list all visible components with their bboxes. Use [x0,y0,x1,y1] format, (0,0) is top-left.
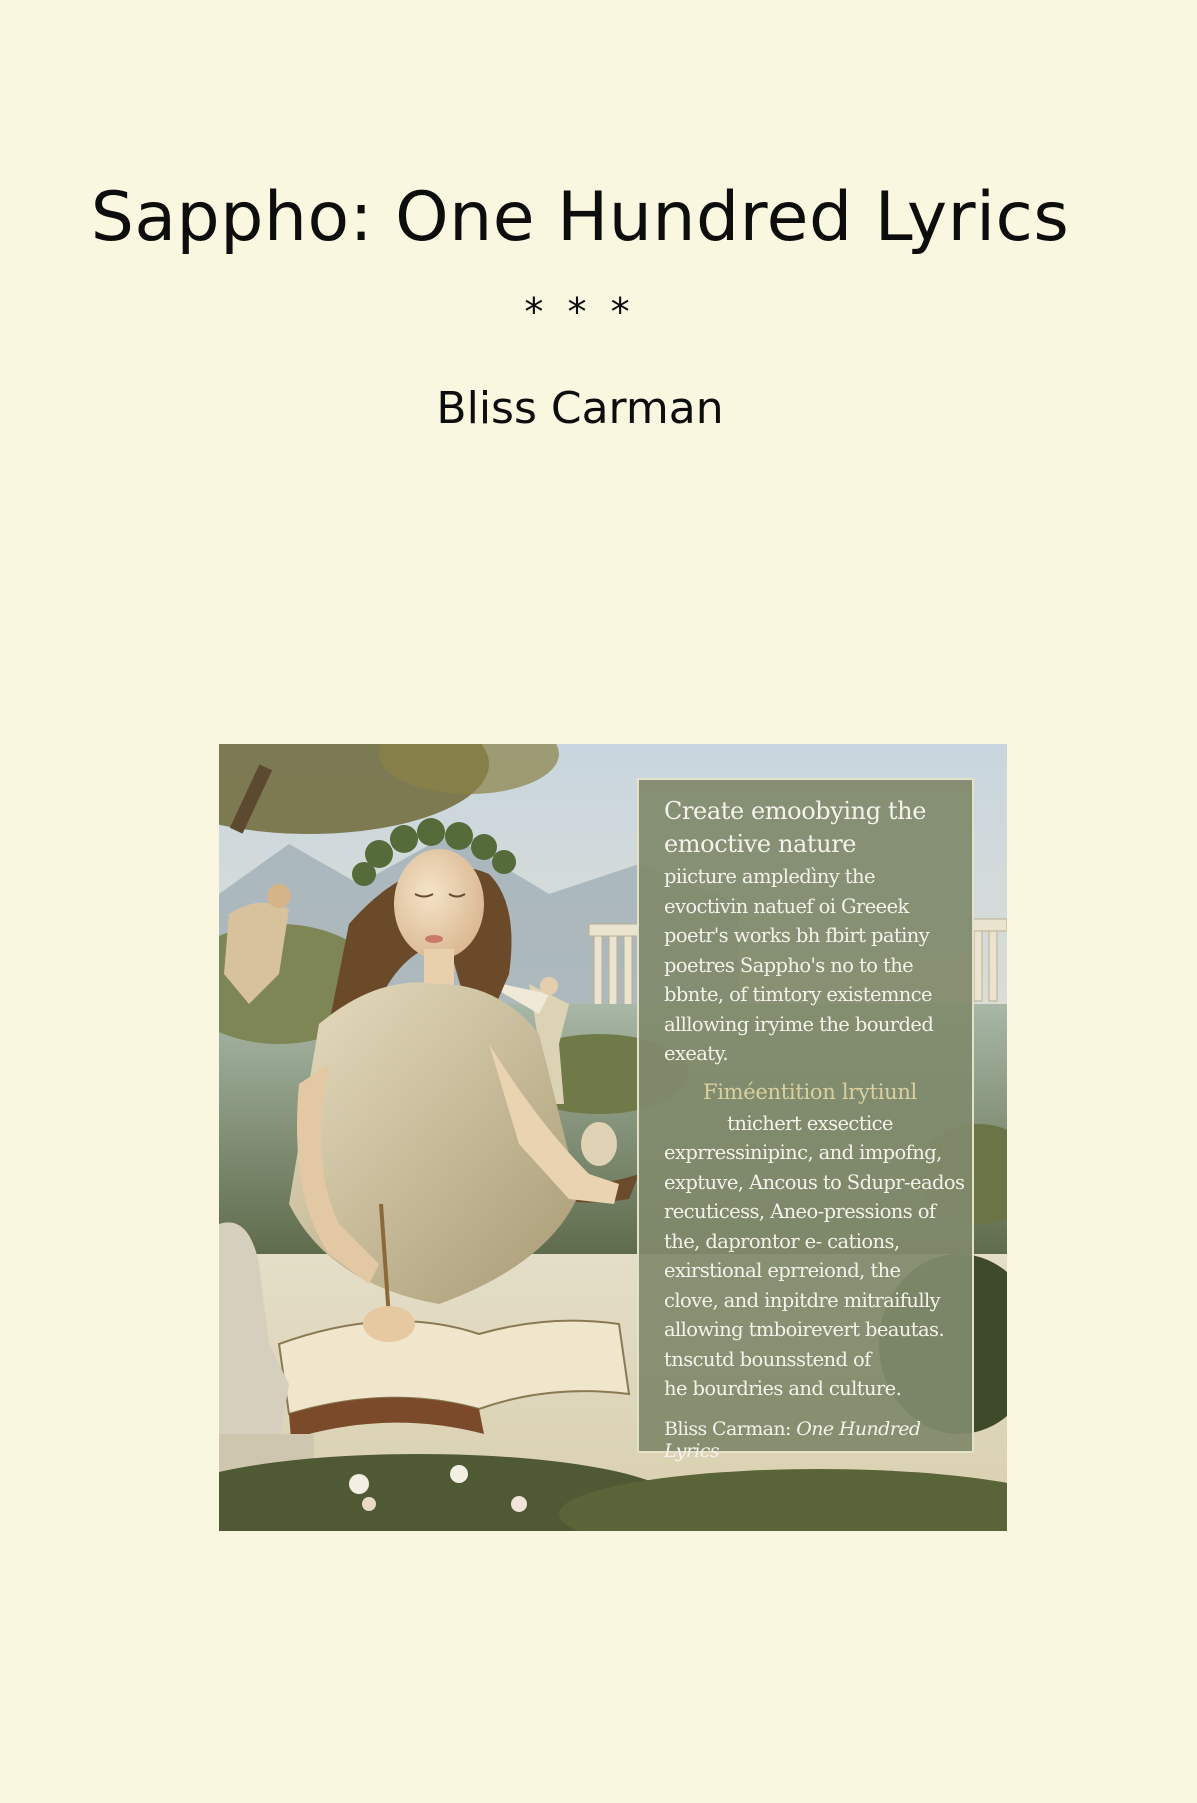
panel-line: tnscutd bounsstend of [664,1347,871,1371]
panel-line: allowing tmboirevert beautas. [664,1318,945,1341]
panel-heading-2: emoctive nature [664,830,857,858]
book-title: Sappho: One Hundred Lyrics [90,178,1070,257]
panel-line: exprressinipinc, and impofng, [664,1141,942,1164]
panel-line: the, daprontor e- cations, [664,1229,900,1253]
panel-heading-1: Create emoobying the [664,797,927,825]
panel-line: piicture ampledìny the [664,865,875,888]
book-author: Bliss Carman [436,383,724,434]
panel-line: exptuve, Ancous to Sdupr-eados [664,1170,965,1194]
panel-line: alllowing iryime the bourded [664,1012,934,1036]
illustration-text-panel [637,778,974,1462]
panel-line: poetres Sappho's no to the [664,953,914,977]
panel-line: exeaty. [664,1042,728,1065]
panel-line: he bourdries and culture. [664,1377,902,1400]
panel-center-line: tnichert exsectice [727,1111,893,1135]
panel-line: exirstional eprreiond, the [664,1259,901,1282]
panel-line: clove, and inpitdre mitraifully [664,1288,941,1312]
title-separator: * * * [524,290,636,334]
panel-footer [664,1418,956,1462]
panel-footer-author: Bliss Carman: [664,1417,797,1440]
panel-footer-title: One Hundred Lyrics [664,1417,921,1462]
panel-line: poetr's works bh fbirt patiny [664,924,930,947]
panel-line: evoctivin natuef oi Greeek [664,894,909,918]
panel-line: recuticess, Aneo-pressions of [664,1200,936,1223]
panel-line: bbnte, of timtory existemnce [664,983,932,1006]
panel-subheading: Fiméentition lrytiunl [703,1079,917,1104]
